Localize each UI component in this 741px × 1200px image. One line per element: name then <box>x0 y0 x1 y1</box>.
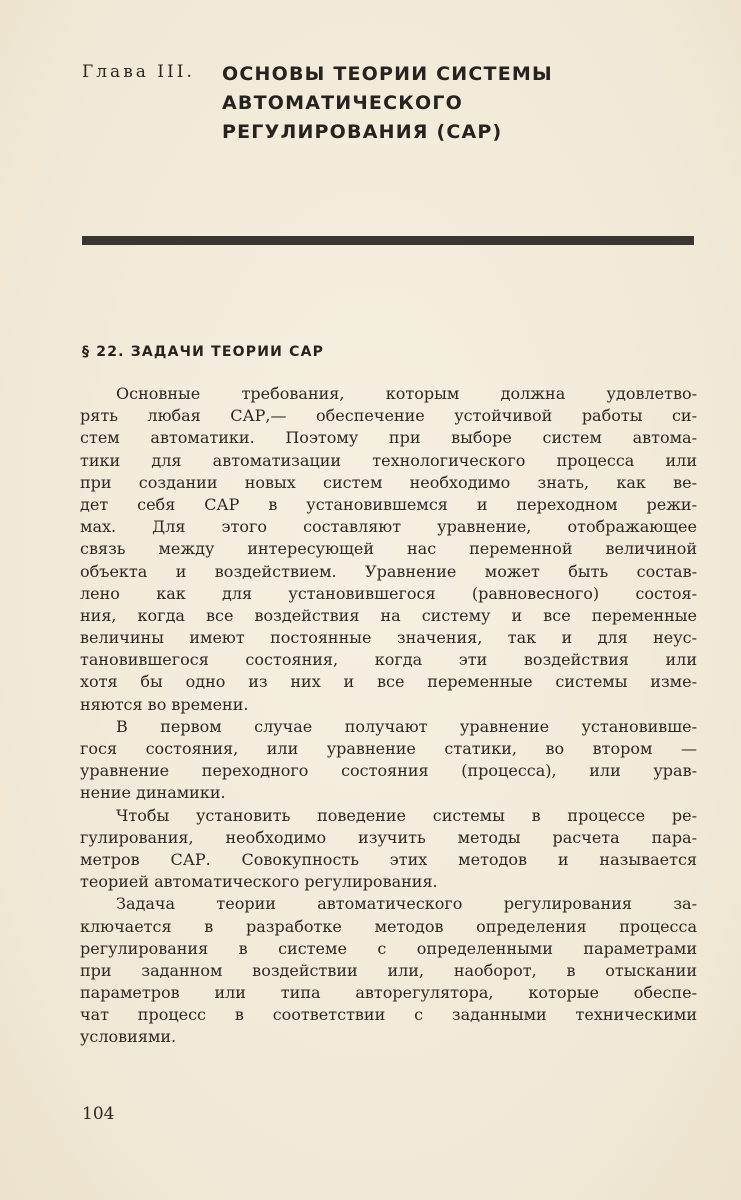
chapter-divider-rule <box>82 236 694 245</box>
text-line: мах. Для этого составляют уравнение, отображающее <box>80 517 697 537</box>
text-line: при создании новых систем необходимо знать, как ве- <box>80 472 697 492</box>
text-line: В первом случае получают уравнение установивше- <box>116 716 697 736</box>
text-line: дет себя САР в установившемся и переходном режи- <box>80 494 697 514</box>
text-line: Задача теории автоматического регулирования за- <box>116 894 697 914</box>
text-line: чат процесс в соответствии с заданными техническими <box>80 1005 697 1025</box>
text-line: стем автоматики. Поэтому при выборе систем автома- <box>80 428 697 448</box>
text-line: гося состояния, или уравнение статики, во втором — <box>80 739 697 758</box>
text-line: Чтобы установить поведение системы в процессе ре- <box>116 805 697 825</box>
section-heading: § 22. ЗАДАЧИ ТЕОРИИ САР <box>82 344 325 360</box>
body-text <box>80 383 697 1049</box>
text-line: при заданном воздействии или, наоборот, в отыскании <box>80 960 697 980</box>
text-line: величины имеют постоянные значения, так и для неус- <box>80 628 697 648</box>
text-line: Основные требования, которым должна удовлетво- <box>116 384 697 403</box>
text-line: хотя бы одно из них и все переменные системы изме- <box>80 672 697 692</box>
text-line: тановившегося состояния, когда эти воздействия или <box>80 650 697 670</box>
chapter-title-line: АВТОМАТИЧЕСКОГО <box>222 92 463 114</box>
text-line: тики для автоматизации технологического процесса или <box>80 450 697 470</box>
text-line: уравнение переходного состояния (процесса), или урав- <box>80 761 697 781</box>
text-line: ния, когда все воздействия на систему и все переменные <box>80 605 697 625</box>
text-line: параметров или типа авторегулятора, которые обеспе- <box>80 983 697 1003</box>
text-line: ключается в разработке методов определения процесса <box>80 916 697 936</box>
text-line: условиями. <box>80 1027 177 1047</box>
page-number: 104 <box>82 1104 115 1124</box>
text-line: метров САР. Совокупность этих методов и называется <box>80 849 697 869</box>
chapter-title <box>222 60 692 147</box>
text-line: рять любая САР,— обеспечение устойчивой работы си- <box>80 406 697 426</box>
text-line: нение динамики. <box>80 783 226 803</box>
chapter-label: Глава III. <box>82 62 195 82</box>
text-line: гулирования, необходимо изучить методы расчета пара- <box>80 827 697 847</box>
text-line: теорией автоматического регулирования. <box>80 872 438 892</box>
text-line: связь между интересующей нас переменной величиной <box>80 539 697 559</box>
text-line: регулирования в системе с определенными параметрами <box>80 938 697 958</box>
chapter-title-line: ОСНОВЫ ТЕОРИИ СИСТЕМЫ <box>222 63 553 85</box>
chapter-title-line: РЕГУЛИРОВАНИЯ (САР) <box>222 121 503 143</box>
text-line: объекта и воздействием. Уравнение может быть состав- <box>80 561 697 581</box>
text-line: лено как для установившегося (равновесного) состоя- <box>80 583 697 603</box>
text-line: няются во времени. <box>80 694 249 714</box>
